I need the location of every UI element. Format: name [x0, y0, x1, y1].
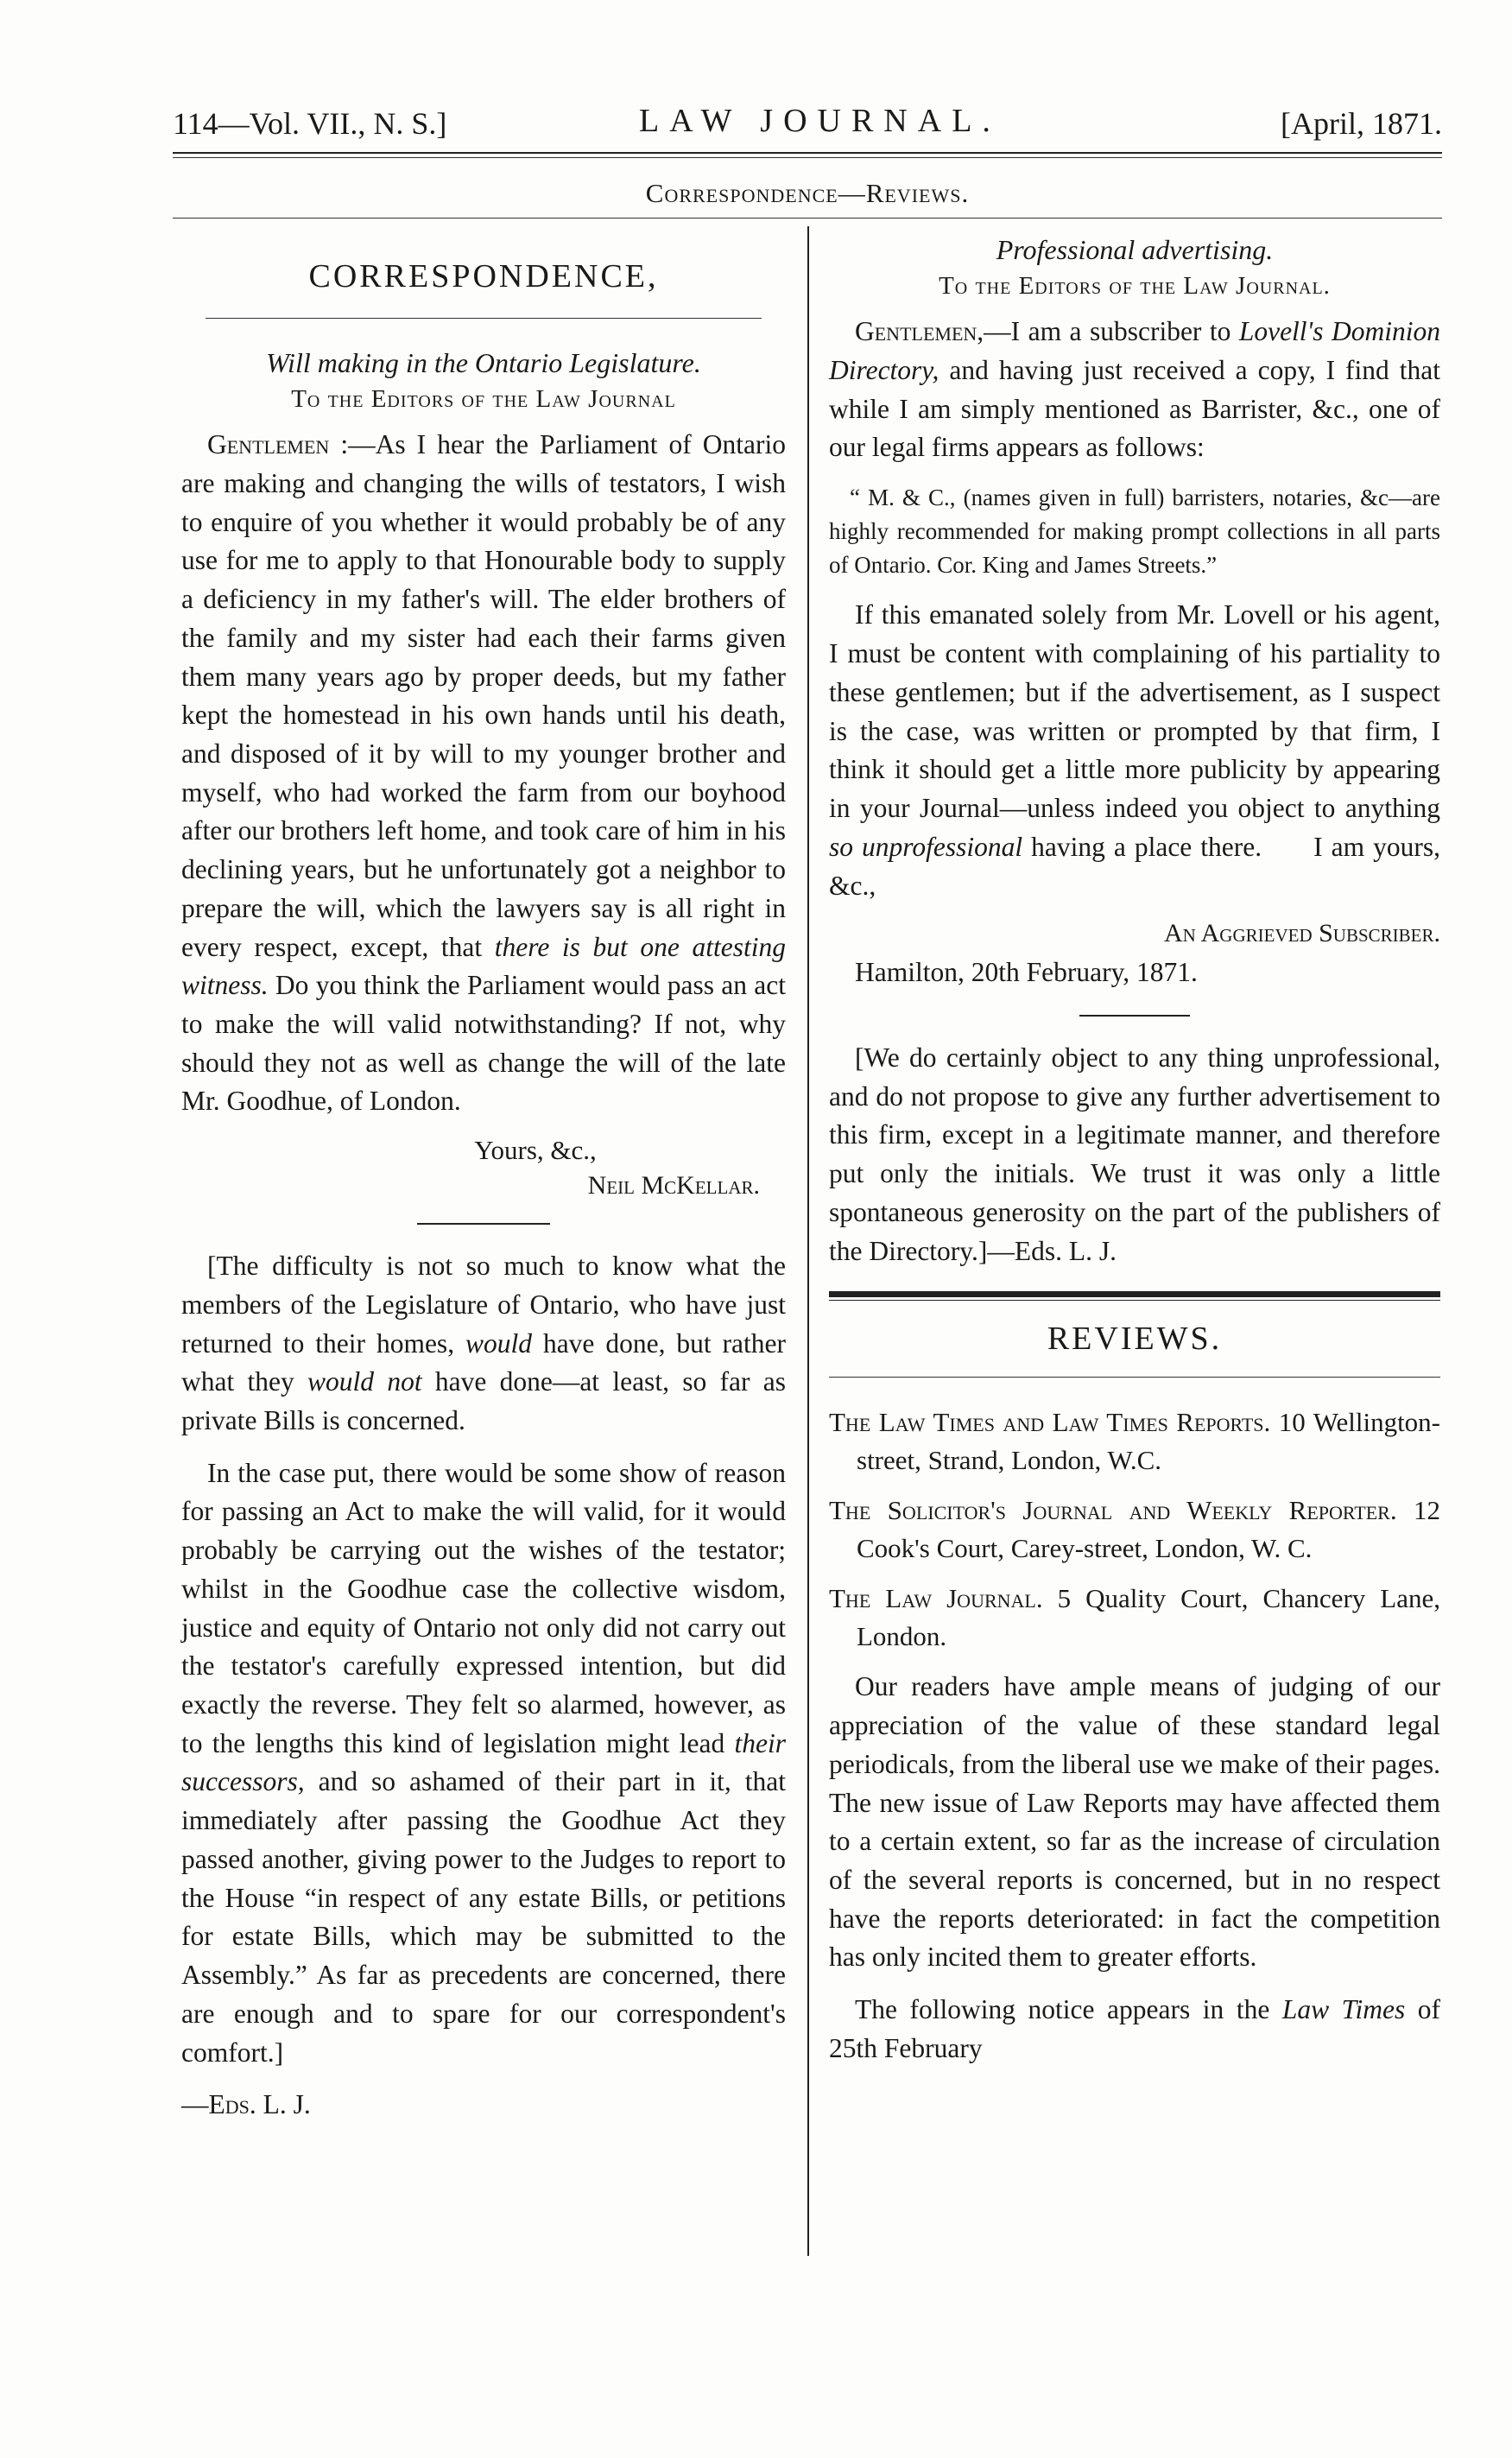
publication-entry: The Law Journal. 5 Quality Court, Chancery Lane, London. [829, 1583, 1440, 1652]
editor-signature: —Eds. L. J. [181, 2089, 311, 2120]
header-rule-thin [173, 157, 1442, 158]
letter2-closing: I am yours, &c., [829, 831, 1440, 901]
letter-signature: Neil McKellar. [587, 1171, 760, 1200]
separator-rule-2 [1079, 1015, 1189, 1017]
reviews-paragraph-1: Our readers have ample means of judging of our appreciation of the value of these standard legal periodicals, from the liberal use we make of their pages. The new issue of Law Reports may have affected them to a certain extent, so far as the increase of circulation of the several reports is concerned, but in no respect have the reports deteriorated: in fact the competition has only incited them to greater efforts. [829, 1671, 1440, 1973]
editor-note: [We do certainly object to any thing unprofessional, and do not propose to give any further advertisement to this firm, except in a legitimate manner, and therefore put only the initials. We trust it was only a little spontaneous generosity on the part of the publishers of the Directory.]—Eds. L. J. [829, 1042, 1440, 1266]
issue-date: [April, 1871. [1281, 106, 1442, 141]
letter-address: To the Editors of the Law Journal [291, 385, 676, 414]
section-rule [173, 218, 1442, 219]
letter-body: Gentlemen :—As I hear the Parliament of Ontario are making and changing the wills of testators, I wish to enquire of you whether it would probably be of any use for me to apply to that Honourable body to supply a deficiency in my father's will. The elder brothers of the family and my sister had each their farms given them many years ago by proper deeds, but my father kept the homestead in his own hands until his death, and disposed of it by will to my younger brother and myself, who had worked the farm from our boyhood after our brothers left home, and took care of him in his declining years, but he unfortunately got a neighbor to prepare the will, which the lawyers say is all right in every respect, except, that there is but one attesting witness. Do you think the Parliament would pass an act to make the will valid notwithstanding? If not, why should they not as well as change the will of the late Mr. Goodhue, of London. [181, 429, 787, 1117]
editor-reply-2: In the case put, there would be some show of reason for passing an Act to make the will valid, for it would probably be carrying out the wishes of the testator; whilst in the Goodhue case the collective wisdom, justice and equity of Ontario not only did not carry out the testator's carefully expressed intention, but did exactly the reverse. They felt so alarmed, however, as to the lengths this kind of legislation might lead their successors, and so ashamed of their part in it, that immediately after passing the Goodhue Act they passed another, giving power to the Judges to report to the House “in respect of any estate Bills, or petitions for estate Bills, which may be submitted to the Assembly.” As far as precedents are concerned, there are enough and to spare for our correspondent's comfort.] [181, 1457, 786, 2068]
letter2-signature: An Aggrieved Subscriber. [1163, 919, 1440, 948]
column-divider [807, 226, 809, 2256]
journal-title: LAW JOURNAL. [639, 103, 1001, 139]
reviews-rule [829, 1377, 1440, 1378]
section-title: Correspondence—Reviews. [645, 178, 970, 208]
right-column [829, 226, 1440, 2082]
publication-entry: The Law Times and Law Times Reports. 10 Wellington-street, Strand, London, W.C. [829, 1407, 1441, 1476]
reviews-thin-rule [829, 1300, 1440, 1301]
running-header [173, 97, 1442, 149]
letter-subtitle: Will making in the Ontario Legislature. [266, 347, 701, 378]
letter2-body-2: If this emanated solely from Mr. Lovell or his agent, I must be content with complaining of his partiality to these gentlemen; but if the advertisement, as I suspect is the case, was written or prompted by that firm, I think it should get a little more publicity by appearing in your Journal—unless indeed you object to anything so unprofessional having a place there. I am yours, &c., [829, 599, 1440, 901]
page-volume: 114—Vol. VII., N. S.] [173, 106, 447, 141]
letter-closing: Yours, &c., [474, 1135, 597, 1166]
publication-entry: The Solicitor's Journal and Weekly Reporter. 12 Cook's Court, Carey-street, London, W. C. [829, 1495, 1441, 1564]
separator-rule [417, 1223, 550, 1225]
letter2-address: To the Editors of the Law Journal. [939, 272, 1331, 301]
left-column [181, 226, 786, 2138]
heading-rule [206, 318, 762, 319]
reviews-thick-rule [829, 1291, 1440, 1297]
letter2-place-date: Hamilton, 20th February, 1871. [855, 957, 1198, 988]
correspondence-heading: CORRESPONDENCE, [308, 258, 659, 295]
editor-reply-1: [The difficulty is not so much to know what the members of the Legislature of Ontario, who have just returned to their homes, would have done, but rather what they would not have done—at least, so far as private Bills is concerned. [181, 1251, 786, 1435]
salutation: Gentlemen : [207, 429, 349, 460]
reviews-heading: REVIEWS. [1047, 1321, 1223, 1358]
reviews-paragraph-2: The following notice appears in the Law Times of 25th February [829, 1994, 1440, 2063]
letter2-subtitle: Professional advertising. [996, 234, 1274, 265]
directory-quote: “ M. & C., (names given in full) barristers, notaries, &c—are highly recommended for making prompt collections in all parts of Ontario. Cor. King and James Streets.” [829, 485, 1440, 579]
header-rule [173, 152, 1442, 154]
letter2-body: Gentlemen,—I am a subscriber to Lovell's Dominion Directory, and having just received a copy, I find that while I am simply mentioned as Barrister, &c., one of our legal firms appears as follows: [829, 316, 1440, 463]
